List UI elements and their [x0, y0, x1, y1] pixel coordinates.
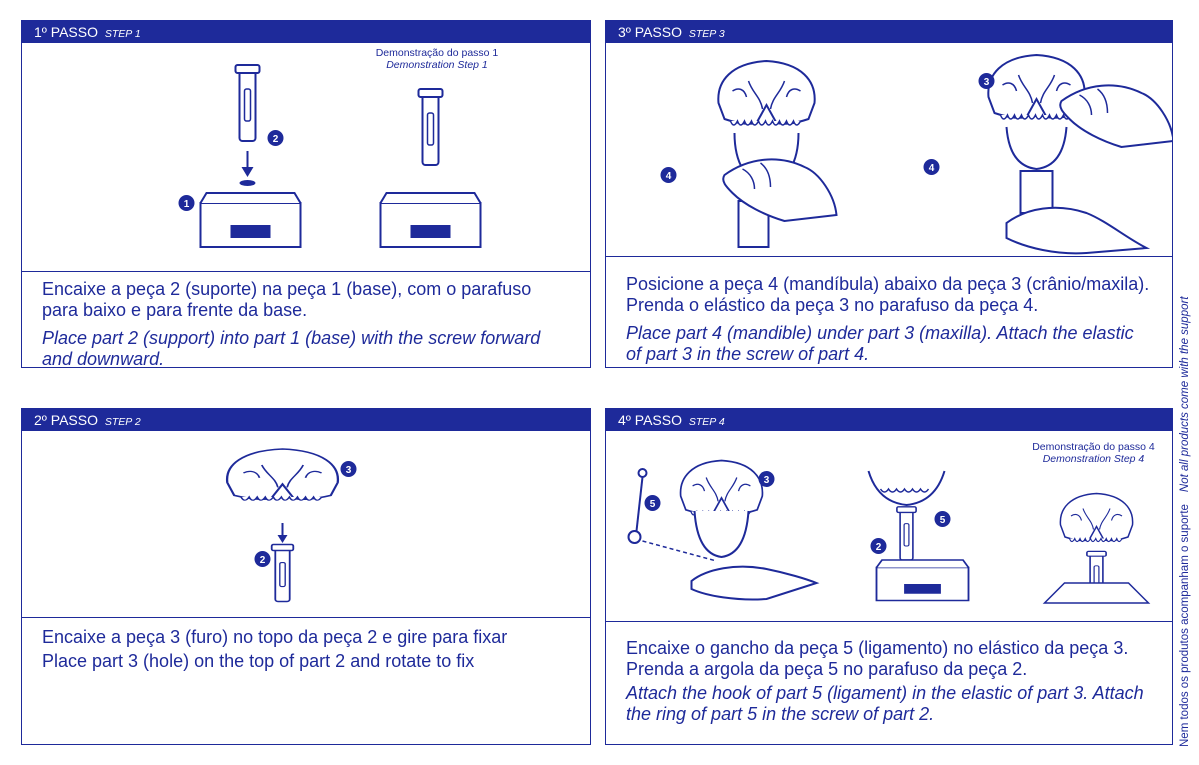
step4-instructions	[606, 624, 1172, 744]
hand-right-top	[1060, 85, 1172, 147]
badge-5b	[935, 511, 951, 527]
step1-instructions	[22, 271, 590, 367]
step1-step-label: STEP 1	[104, 28, 141, 40]
step3-instructions	[606, 256, 1172, 367]
step3-step-label: STEP 3	[688, 28, 725, 40]
side-note-pt: Nem todos os produtos acompanham o suporte	[1179, 504, 1191, 747]
step1-demo-pt: Demonstração do passo 1	[375, 47, 499, 59]
step4-demo-caption	[1016, 441, 1171, 465]
step2-header	[22, 409, 590, 431]
badge-2	[268, 130, 284, 146]
demo-skull	[1060, 494, 1132, 542]
step2-text-pt: Encaixe a peça 3 (furo) no topo da peça 2 e gire para fixar	[42, 627, 508, 647]
badge-1	[179, 195, 195, 211]
hand-right-bottom	[1007, 208, 1147, 254]
step3-illustration	[606, 43, 1172, 257]
badge-2-text: 2	[875, 542, 882, 553]
step3-number: 3º	[618, 24, 631, 40]
mandible	[869, 471, 945, 505]
hand-step4	[692, 567, 817, 600]
skull-step4	[681, 461, 763, 515]
badge-3-text: 3	[345, 465, 352, 476]
side-note-en: Not all products come with the support	[1179, 296, 1191, 493]
step1-header	[22, 21, 590, 43]
badge-5a-text: 5	[649, 499, 656, 510]
step2-step-label: STEP 2	[104, 416, 141, 428]
step1-demo-en: Demonstration Step 1	[386, 59, 488, 71]
support-step4	[897, 507, 916, 560]
step4-illustration	[606, 431, 1172, 622]
badge-4b-text: 4	[928, 163, 935, 174]
badge-5b-text: 5	[939, 515, 946, 526]
maxilla-part-3	[227, 449, 338, 500]
step2-drawing	[22, 431, 590, 617]
step4-header	[606, 409, 1172, 431]
step4-text-en: Attach the hook of part 5 (ligament) in the elastic of part 3. Attach the ring of part 5 in the screw of part 2.	[626, 683, 1144, 724]
badge-3-text: 3	[983, 77, 990, 88]
support-part-2	[272, 545, 294, 602]
step3-passo: PASSO	[634, 24, 682, 40]
step4-step-label: STEP 4	[688, 416, 725, 428]
step1-text-pt: Encaixe a peça 2 (suporte) na peça 1 (base), com o parafuso para baixo e para frente da base.	[42, 279, 532, 320]
step1-drawing	[22, 43, 590, 271]
step3-drawing	[606, 43, 1172, 256]
badge-2	[871, 538, 887, 554]
badge-5a	[645, 495, 661, 511]
step2-illustration	[22, 431, 590, 618]
step2-passo: PASSO	[50, 412, 98, 428]
badge-3-text: 3	[763, 475, 770, 486]
step1-passo: PASSO	[50, 24, 98, 40]
badge-2-text: 2	[272, 134, 279, 145]
demo-base	[381, 193, 481, 247]
step1-demo-caption	[362, 47, 512, 71]
badge-3	[341, 461, 357, 477]
step3-header	[606, 21, 1172, 43]
step2-number: 2º	[34, 412, 47, 428]
ligament-part-5	[629, 469, 647, 543]
step2-text-en: Place part 3 (hole) on the top of part 2 and rotate to fix	[42, 651, 475, 671]
badge-4b	[924, 159, 940, 175]
step3-text-en: Place part 4 (mandible) under part 3 (maxilla). Attach the elastic of part 3 in the screw of part 4.	[626, 323, 1134, 364]
step1-illustration	[22, 43, 590, 272]
step4-panel	[605, 408, 1173, 745]
side-note	[1179, 296, 1191, 747]
badge-2	[255, 551, 271, 567]
demo-support	[419, 89, 443, 165]
step3-text-pt: Posicione a peça 4 (mandíbula) abaixo da peça 3 (crânio/maxila). Prenda o elástico da peça 3 no parafuso da peça 4.	[626, 274, 1150, 315]
badge-4a	[661, 167, 677, 183]
badge-2-text: 2	[259, 555, 266, 566]
base-part-1	[201, 193, 301, 247]
step1-text-en: Place part 2 (support) into part 1 (base) with the screw forward and downward.	[42, 328, 541, 369]
step4-passo: PASSO	[634, 412, 682, 428]
step1-panel	[21, 20, 591, 368]
skull-left	[718, 61, 814, 125]
step4-demo-pt: Demonstração do passo 4	[1032, 441, 1155, 453]
support-part-2	[236, 65, 260, 141]
step4-number: 4º	[618, 412, 631, 428]
step2-panel	[21, 408, 591, 745]
step4-text-pt: Encaixe o gancho da peça 5 (ligamento) no elástico da peça 3. Prenda a argola da peça 5 no parafuso da peça 2.	[626, 638, 1129, 679]
step4-demo-en: Demonstration Step 4	[1042, 453, 1145, 465]
badge-4a-text: 4	[665, 171, 672, 182]
base-step4	[877, 560, 969, 601]
badge-3	[979, 73, 995, 89]
badge-3	[759, 471, 775, 487]
badge-1-text: 1	[183, 199, 190, 210]
step3-panel	[605, 20, 1173, 368]
step2-instructions	[22, 617, 590, 680]
step1-number: 1º	[34, 24, 47, 40]
